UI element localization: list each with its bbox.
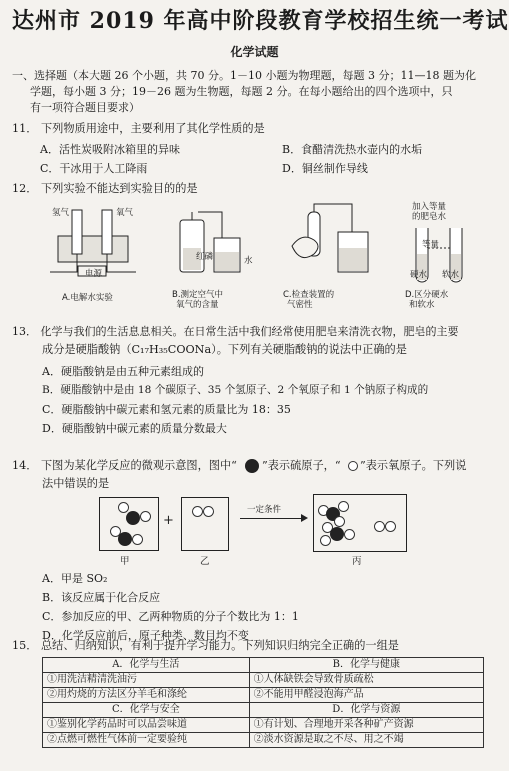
label-power-source: 电源 xyxy=(85,269,103,279)
label-oxygen: 氧气 xyxy=(116,208,134,218)
table-cell: ①鉴别化学药品时可以品尝味道 xyxy=(43,718,250,733)
table-row xyxy=(43,658,484,673)
table-cell: ②用灼烧的方法区分羊毛和涤纶 xyxy=(43,688,250,703)
label-yi: 乙 xyxy=(200,556,210,567)
table-row xyxy=(43,673,484,688)
label-soap-water-2: 的肥皂水 xyxy=(412,212,447,222)
label-jia: 甲 xyxy=(120,556,130,567)
table-cell: A．化学与生活 xyxy=(43,658,250,673)
sulfur-atom-icon xyxy=(118,532,132,546)
q12-stem: 12． 下列实验不能达到实验目的的是 xyxy=(12,182,198,195)
oxygen-atom-icon xyxy=(385,521,396,532)
q11-option-b: B．食醋清洗热水壶内的水垢 xyxy=(282,143,423,156)
box-reactant-yi xyxy=(181,497,229,551)
table-row xyxy=(43,733,484,748)
label-hydrogen: 氢气 xyxy=(52,208,70,218)
q13-option-c: C．硬脂酸钠中碳元素和氢元素的质量比为 18：35 xyxy=(42,403,291,416)
oxygen-atom-icon xyxy=(320,535,331,546)
q12-caption-b-1: B.测定空气中 xyxy=(172,290,224,300)
q12-caption-c-1: C.检查装置的 xyxy=(283,290,335,300)
q15-stem: 15． 总结、归纳知识，有利于提升学习能力。下列知识归纳完全正确的一组是 xyxy=(12,639,399,652)
q15-knowledge-table xyxy=(42,657,484,748)
q11-option-c: C．干冰用于人工降雨 xyxy=(40,162,148,175)
q12-caption-c-2: 气密性 xyxy=(287,300,313,310)
table-cell: ②不能用甲醛浸泡海产品 xyxy=(249,688,483,703)
box-reactant-jia xyxy=(99,497,159,551)
table-row xyxy=(43,718,484,733)
label-soft-water: 软水 xyxy=(442,270,460,280)
oxygen-atom-icon xyxy=(338,501,349,512)
page-subtitle: 化学试题 xyxy=(230,45,279,59)
q14-stem-line-2: 法中错误的是 xyxy=(42,477,110,490)
table-cell: ①用洗洁精清洗油污 xyxy=(43,673,250,688)
oxygen-atom-legend-icon xyxy=(348,461,358,471)
q14-option-b: B．该反应属于化合反应 xyxy=(42,591,161,604)
label-red-phosphorus: 红磷 xyxy=(196,252,214,262)
q11-option-d: D．铜丝制作导线 xyxy=(282,162,368,175)
sulfur-atom-icon xyxy=(330,527,344,541)
q14-stem-part-2: ”表示硫原子，“ xyxy=(262,459,341,472)
q12-caption-d-2: 和软水 xyxy=(409,300,435,310)
section-line-2: 学题，每小题 3 分；19－26 题为生物题，每题 2 分。在每小题给出的四个选项中，只 xyxy=(30,85,453,98)
oxygen-atom-icon xyxy=(192,506,203,517)
q14-stem-part-1: 14． 下图为某化学反应的微观示意图，图中“ xyxy=(12,459,237,472)
oxygen-atom-icon xyxy=(132,534,143,545)
reaction-condition-label: 一定条件 xyxy=(247,505,282,515)
reaction-plus-sign: + xyxy=(163,513,174,528)
section-line-3: 有一项符合题目要求） xyxy=(30,101,140,114)
q12-caption-b-2: 氧气的含量 xyxy=(176,300,219,310)
label-equal: 等量 xyxy=(422,240,440,250)
reaction-arrow-shaft xyxy=(240,518,304,519)
oxygen-atom-icon xyxy=(140,511,151,522)
q14-option-d: D．化学反应前后，原子种类、数目均不变 xyxy=(42,629,249,642)
q14-stem-part-3: ”表示氧原子。下列说 xyxy=(360,459,467,472)
q13-stem-line-1: 13． 化学与我们的生活息息相关。在日常生活中我们经常使用肥皂来清洗衣物，肥皂的主要 xyxy=(12,325,459,338)
q12-caption-d-1: D.区分硬水 xyxy=(405,290,449,300)
q13-option-d: D．硬脂酸钠中碳元素的质量分数最大 xyxy=(42,422,227,435)
oxygen-atom-icon xyxy=(203,506,214,517)
sulfur-atom-legend-icon xyxy=(245,459,259,473)
q11-option-a: A．活性炭吸附冰箱里的异味 xyxy=(40,143,180,156)
q13-option-b: B．硬脂酸钠中是由 18 个碳原子、35 个氢原子、2 个氧原子和 1 个钠原子构成的 xyxy=(42,384,429,396)
page-title: 达州市 2019 年高中阶段教育学校招生统一考试 xyxy=(12,8,509,34)
table-row xyxy=(43,703,484,718)
table-cell: ②点燃可燃性气体前一定要验纯 xyxy=(43,733,250,748)
q14-option-a: A．甲是 SO₂ xyxy=(42,572,108,585)
label-water: 水 xyxy=(244,256,253,266)
q13-option-a: A．硬脂酸钠是由五种元素组成的 xyxy=(42,365,204,378)
label-soap-water-1: 加入等量 xyxy=(412,202,447,212)
q13-stem-line-2: 成分是硬脂酸钠（C₁₇H₃₅COONa）。下列有关硬脂酸钠的说法中正确的是 xyxy=(42,343,407,356)
label-hard-water: 硬水 xyxy=(410,270,428,280)
oxygen-atom-icon xyxy=(344,529,355,540)
table-cell: ①有计划、合理地开采各种矿产资源 xyxy=(249,718,483,733)
table-cell: ②淡水资源是取之不尽、用之不竭 xyxy=(249,733,483,748)
q11-stem: 11． 下列物质用途中，主要利用了其化学性质的是 xyxy=(12,122,265,135)
oxygen-atom-icon xyxy=(118,502,129,513)
section-line-1: 一、选择题（本大题 26 个小题，共 70 分。1－10 小题为物理题，每题 3 分；11—18 题为化 xyxy=(12,69,476,82)
table-cell: C．化学与安全 xyxy=(43,703,250,718)
q14-option-c: C．参加反应的甲、乙两种物质的分子个数比为 1：1 xyxy=(42,610,299,623)
reaction-arrow-head-icon xyxy=(301,514,308,522)
label-bing: 丙 xyxy=(352,556,362,567)
sulfur-atom-icon xyxy=(126,511,140,525)
table-cell: D．化学与资源 xyxy=(249,703,483,718)
box-product-bing xyxy=(313,494,407,552)
q12-caption-a: A.电解水实验 xyxy=(62,293,113,303)
table-cell: ①人体缺铁会导致骨质疏松 xyxy=(249,673,483,688)
table-cell: B．化学与健康 xyxy=(249,658,483,673)
oxygen-atom-icon xyxy=(334,516,345,527)
airtightness-apparatus xyxy=(292,204,368,272)
oxygen-measure-apparatus xyxy=(180,212,240,272)
table-row xyxy=(43,688,484,703)
oxygen-atom-icon xyxy=(374,521,385,532)
